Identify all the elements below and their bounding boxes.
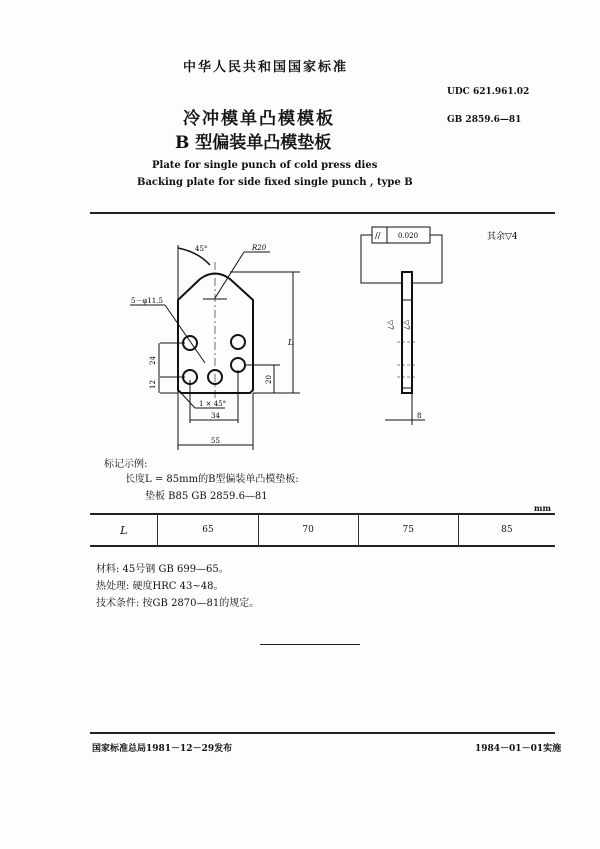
value-cell: 65 (158, 514, 258, 546)
table-row (90, 514, 555, 546)
example-line-2: 垫板 B85 GB 2859.6—81 (145, 491, 268, 502)
effective-date: 1984－01－01实施 (475, 744, 562, 754)
length-label: L (288, 338, 294, 347)
size-table (90, 513, 555, 547)
chamfer-label: 1 × 45° (199, 400, 227, 408)
note-tech: 技术条件: 按GB 2870—81的规定。 (96, 598, 260, 609)
bottom-rule (90, 732, 555, 734)
dim-8: 8 (417, 412, 422, 420)
roughness-left: ▽7 (386, 320, 394, 330)
dim-34: 34 (211, 412, 220, 420)
end-rule (260, 644, 360, 645)
value-cell: 75 (358, 514, 458, 546)
dim-12: 12 (149, 380, 157, 389)
angle-label: 45° (195, 245, 208, 253)
dim-20: 20 (265, 375, 273, 384)
dim-24: 24 (149, 356, 157, 365)
title-cn-2: B 型偏装单凸模垫板 (175, 133, 332, 153)
value-cell: 85 (458, 514, 555, 546)
example-line-1: 长度L = 85mm的B型偏装单凸模垫板: (125, 474, 299, 485)
hole (231, 335, 245, 349)
issued-date: 国家标准总局1981－12－29发布 (92, 744, 233, 754)
title-cn-1: 冷冲模单凸模模板 (183, 109, 335, 129)
roughness-right: ▽7 (402, 320, 410, 330)
unit-label: mm (534, 503, 551, 513)
tolerance-value: 0.020 (398, 232, 419, 240)
note-material: 材料: 45号钢 GB 699—65。 (96, 564, 229, 575)
plate-side-view (402, 272, 412, 393)
rest-roughness: 其余▽4 (487, 232, 518, 242)
plate-outline (178, 274, 253, 394)
radius-label: R20 (252, 244, 267, 252)
gb-code: GB 2859.6—81 (447, 115, 522, 125)
header-cell: L (120, 523, 128, 537)
example-label: 标记示例: (104, 459, 148, 470)
title-en-2: Backing plate for side fixed single punch , type B (137, 177, 413, 188)
hole (231, 358, 245, 372)
holes-label: 5－φ11.5 (131, 297, 163, 305)
value-cell: 70 (258, 514, 358, 546)
org-name: 中华人民共和国国家标准 (183, 60, 349, 75)
parallel-symbol: // (375, 231, 381, 240)
dim-55: 55 (211, 437, 220, 445)
note-heat: 热处理: 硬度HRC 43~48。 (96, 581, 224, 592)
title-en-1: Plate for single punch of cold press dies (152, 160, 378, 171)
udc-code: UDC 621.961.02 (447, 87, 530, 97)
